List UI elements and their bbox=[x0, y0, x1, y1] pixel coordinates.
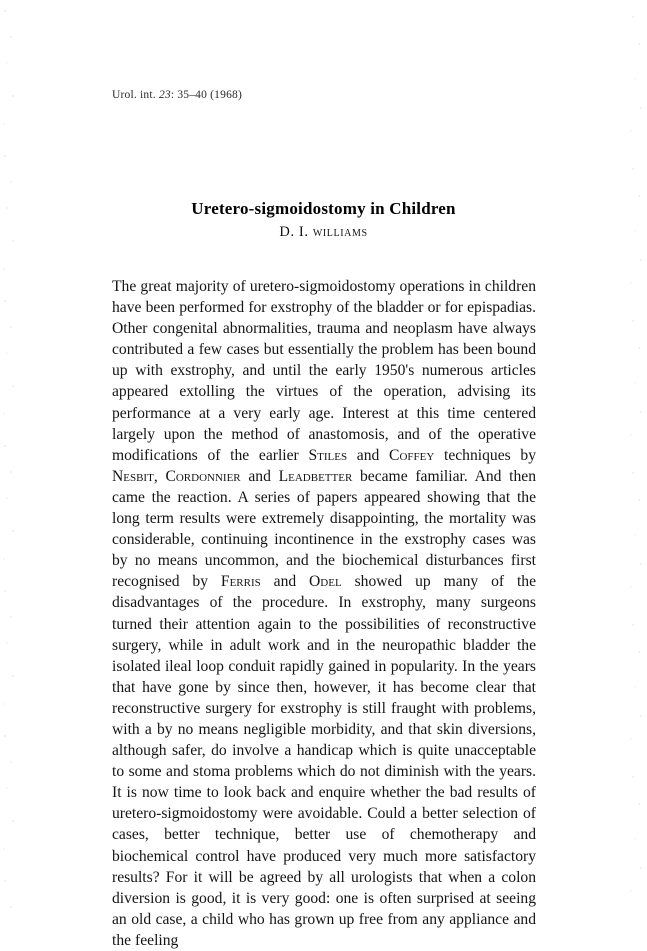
body-text-block bbox=[112, 276, 536, 951]
small-caps-name: Ferris bbox=[220, 573, 261, 591]
small-caps-name: Cordonnier bbox=[165, 467, 241, 485]
author-byline bbox=[0, 224, 647, 241]
small-caps-name: Nesbit bbox=[112, 467, 154, 485]
journal-pages: 35–40 bbox=[177, 89, 208, 101]
small-caps-name: Odel bbox=[309, 573, 342, 591]
scan-noise-right-edge bbox=[629, 0, 643, 910]
body-paragraph: The great majority of uretero-sigmoidostomy operations in children have been performed for exstrophy of the bladder or for epispadias. Other congenital abnormalities, trauma and neoplasm have always contributed a few cases but essentially the problem has been bound up with exstrophy, and until the early 1950's numerous articles appeared extolling the virtues of the operation, advising its performance at a very early age. Interest at this time centered largely upon the method of anastomosis, and of the operative modifications of the earlier Stiles and Coffey techniques by Nesbit, Cordonnier and Leadbetter became familiar. And then came the reaction. A series of papers appeared showing that the long term results were extremely disappointing, the mortality was considerable, continuing incontinence in the exstrophy cases was by no means uncommon, and the biochemical disturbances first recognised by Ferris and Odel showed up many of the disadvantages of the procedure. In exstrophy, many surgeons turned their attention again to the possibilities of reconstructive surgery, while in adult work and in the neuropathic bladder the isolated ileal loop conduit rapidly gained in popularity. In the years that have gone by since then, however, it has become clear that reconstructive surgery for exstrophy is still fraught with problems, with a by no means negligible morbidity, and that skin diversions, although safer, do involve a handicap which is quite unacceptable to some and stoma problems which do not diminish with the years. It is now time to look back and enquire whether the bad results of uretero-sigmoidostomy were avoidable. Could a better selection of cases, better technique, better use of chemotherapy and biochemical control have produced very much more satisfactory results? For it will be agreed by all urologists that when a colon diversion is good, it is very good: one is often surprised at seeing an old case, a child who has grown up free from any appliance and the feeling bbox=[112, 278, 537, 949]
journal-colon: : bbox=[170, 89, 175, 101]
author-initials: D. I. bbox=[279, 224, 309, 240]
scan-noise-left-edge bbox=[2, 0, 16, 910]
journal-volume: 23 bbox=[158, 89, 171, 101]
small-caps-name: Leadbetter bbox=[278, 467, 353, 485]
small-caps-name: Coffey bbox=[389, 446, 435, 464]
small-caps-name: Stiles bbox=[308, 446, 348, 464]
journal-year: (1968) bbox=[210, 89, 243, 101]
author-surname: williams bbox=[312, 224, 368, 240]
page-title: Uretero-sigmoidostomy in Children bbox=[191, 199, 456, 219]
journal-name: Urol. int. bbox=[112, 89, 156, 101]
journal-reference-header bbox=[112, 89, 242, 101]
